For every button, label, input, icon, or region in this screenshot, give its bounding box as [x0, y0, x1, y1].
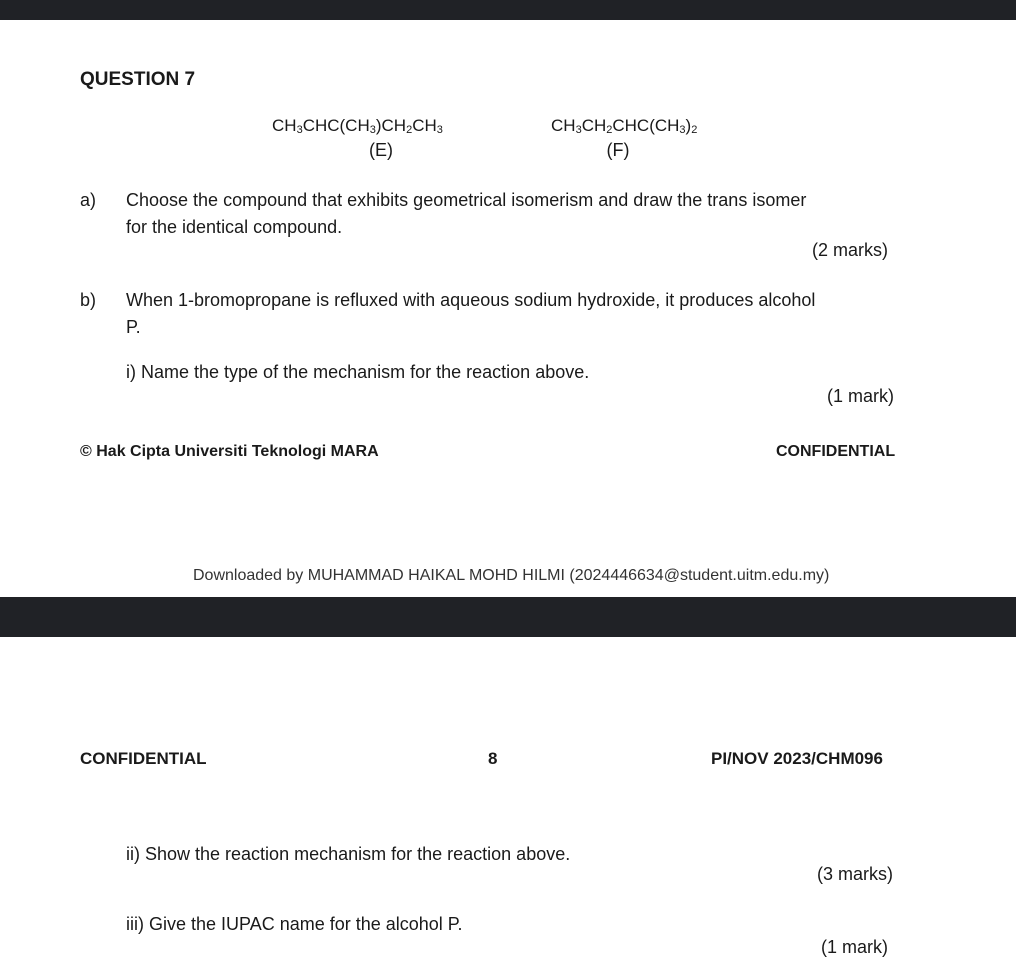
part-a-marks: (2 marks) [812, 240, 888, 260]
part-b-line1: When 1-bromopropane is refluxed with aqueous sodium hydroxide, it produces alcohol [126, 290, 816, 310]
part-b-line2: P. [126, 317, 141, 337]
part-b-sub-iii: iii) Give the IUPAC name for the alcohol P. [126, 914, 463, 934]
confidential-footer: CONFIDENTIAL [776, 443, 896, 460]
page-header-code: PI/NOV 2023/CHM096 [711, 749, 883, 768]
page-header-confidential: CONFIDENTIAL [80, 749, 207, 768]
part-a-letter: a) [80, 190, 97, 210]
part-a-line2: for the identical compound. [126, 217, 343, 237]
part-b-sub-iii-marks: (1 mark) [821, 937, 888, 957]
top-dark-band [0, 0, 1016, 20]
page-number: 8 [488, 749, 498, 768]
part-b-letter: b) [80, 290, 97, 310]
compound-f-formula: $CH_3CH_2CHC(CH_3)_2$ [551, 116, 698, 136]
compound-e-label: (E) [369, 140, 393, 160]
part-b-sub-i-marks: (1 mark) [827, 386, 894, 406]
question-title: QUESTION 7 [80, 69, 196, 90]
part-a-line1: Choose the compound that exhibits geometrical isomerism and draw the trans isomer [126, 190, 807, 210]
part-b-sub-ii: ii) Show the reaction mechanism for the reaction above. [126, 844, 571, 864]
page-break-band [0, 597, 1016, 637]
part-b-sub-ii-marks: (3 marks) [817, 864, 893, 884]
part-b-sub-i: i) Name the type of the mechanism for the reaction above. [126, 362, 590, 382]
download-notice: Downloaded by MUHAMMAD HAIKAL MOHD HILMI (2024446634@student.uitm.edu.my) [193, 567, 830, 584]
compound-e-formula: $CH_3CHC(CH_3)CH_2CH_3$ [272, 116, 443, 136]
copyright-footer: © Hak Cipta Universiti Teknologi MARA [80, 443, 379, 460]
compound-f-label: (F) [606, 140, 630, 160]
